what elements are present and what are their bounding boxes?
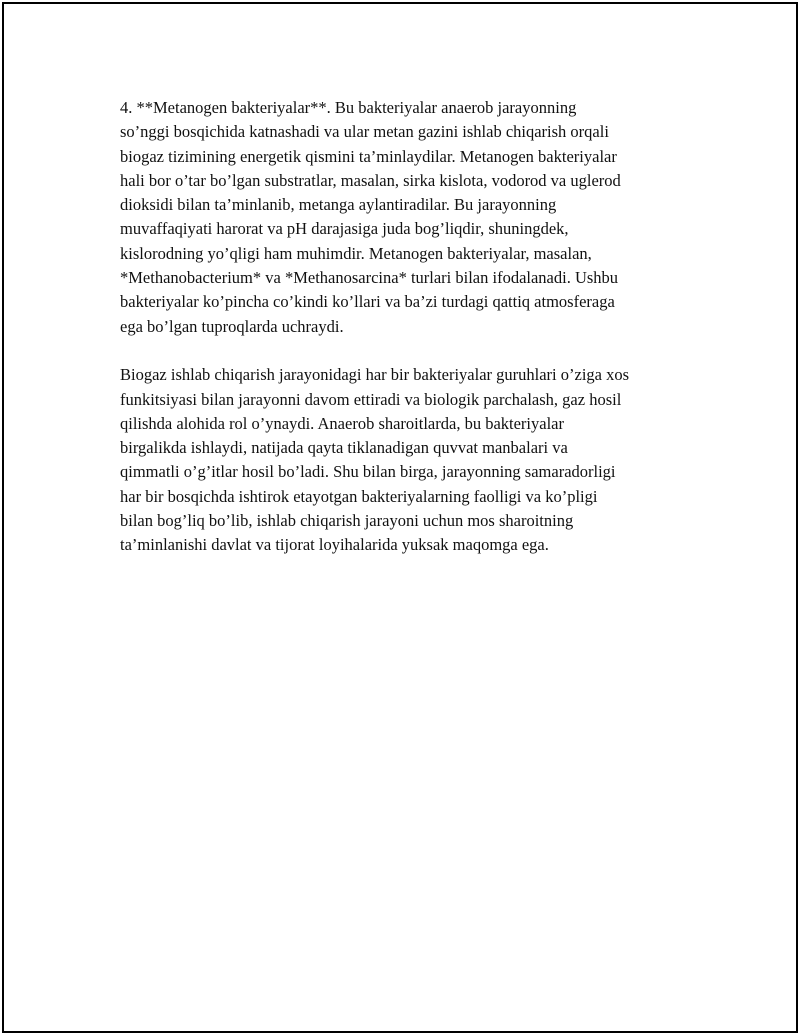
text-line: ega bo’lgan tuproqlarda uchraydi.	[120, 316, 344, 336]
text-line: *Methanobacterium* va *Methanosarcina* turlari bilan ifodalanadi. Ushbu	[120, 268, 619, 288]
text-line: muvaffaqiyati harorat va pH darajasiga juda bog’liqdir, shuningdek,	[120, 219, 569, 239]
document-page	[2, 2, 798, 1033]
text-line: qimmatli o’g’itlar hosil bo’ladi. Shu bilan birga, jarayonning samaradorligi	[120, 462, 616, 482]
text-line: har bir bosqichda ishtirok etayotgan bakteriyalarning faolligi va ko’pligi	[120, 486, 598, 506]
text-line: Biogaz ishlab chiqarish jarayonidagi har bir bakteriyalar guruhlari o’ziga xos	[120, 365, 630, 385]
text-line: bilan bog’liq bo’lib, ishlab chiqarish jarayoni uchun mos sharoitning	[120, 511, 574, 531]
text-line: funkitsiyasi bilan jarayonni davom ettiradi va biologik parchalash, gaz hosil	[120, 389, 622, 409]
text-line: qilishda alohida rol o’ynaydi. Anaerob sharoitlarda, bu bakteriyalar	[120, 413, 564, 433]
text-line: bakteriyalar ko’pincha co’kindi ko’llari va ba’zi turdagi qattiq atmosferaga	[120, 292, 615, 312]
text-line: 4. **Metanogen bakteriyalar**. Bu bakteriyalar anaerob jarayonning	[120, 98, 577, 117]
paragraph-biogaz-jarayoni	[120, 363, 705, 557]
text-line: dioksidi bilan ta’minlanib, metanga aylantiradilar. Bu jarayonning	[120, 195, 557, 215]
text-line: biogaz tizimining energetik qismini ta’minlaydilar. Metanogen bakteriyalar	[120, 146, 617, 166]
text-line: kislorodning yo’qligi ham muhimdir. Metanogen bakteriyalar, masalan,	[120, 243, 592, 263]
text-line: birgalikda ishlaydi, natijada qayta tiklanadigan quvvat manbalari va	[120, 438, 568, 458]
text-line: ta’minlanishi davlat va tijorat loyihalarida yuksak maqomga ega.	[120, 535, 549, 555]
text-line: so’nggi bosqichida katnashadi va ular metan gazini ishlab chiqarish orqali	[120, 122, 609, 142]
text-line: hali bor o’tar bo’lgan substratlar, masalan, sirka kislota, vodorod va uglerod	[120, 170, 621, 190]
document-body	[120, 96, 705, 558]
paragraph-metanogen-bakteriyalar	[120, 96, 705, 339]
